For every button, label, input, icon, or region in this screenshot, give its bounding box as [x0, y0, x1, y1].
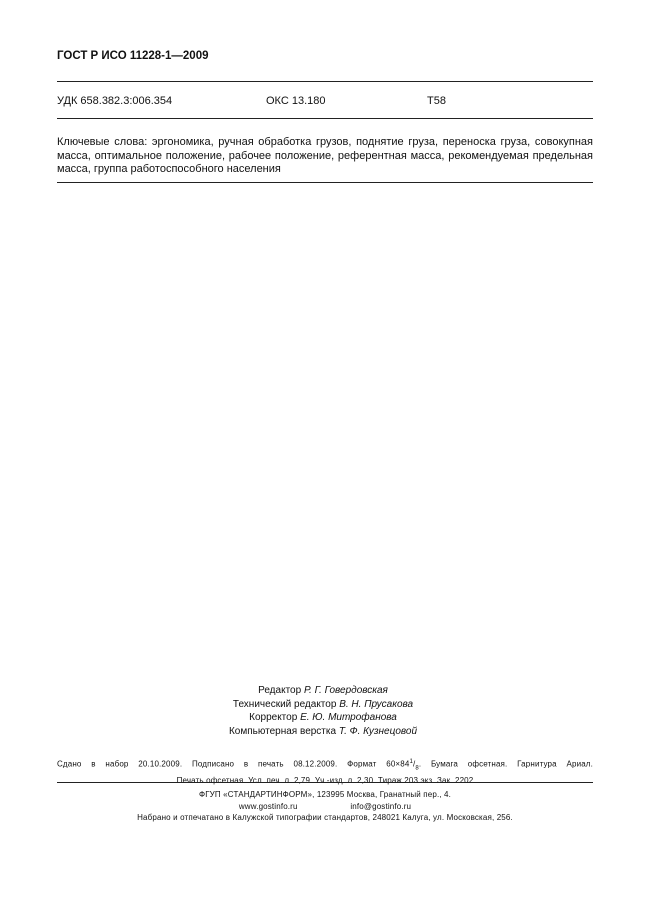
- printer-info: [57, 789, 593, 824]
- format-denominator: 8: [415, 765, 419, 772]
- format-numerator: 1: [409, 759, 413, 765]
- publication-paper-text: . Бумага офсетная. Гарнитура Ариал.: [418, 759, 593, 769]
- credit-tech-editor: [0, 698, 646, 712]
- credit-name: Е. Ю. Митрофанова: [300, 712, 397, 723]
- credit-editor: [0, 684, 646, 698]
- oks-code: ОКС 13.180: [266, 95, 326, 107]
- publication-line-2: Печать офсетная. Усл. печ. л. 2,79. Уч.-изд. л. 2,30. Тираж 203 экз. Зак. 2202: [176, 775, 474, 785]
- credit-role: Компьютерная верстка: [228, 725, 337, 737]
- classification-code: Т58: [427, 95, 446, 107]
- credit-name: Т. Ф. Кузнецовой: [338, 725, 418, 737]
- divider-top: [57, 81, 593, 82]
- printer-contacts: [57, 801, 593, 813]
- udk-code: УДК 658.382.3:006.354: [57, 95, 173, 107]
- divider-classification: [57, 118, 593, 119]
- credit-role: Редактор: [258, 685, 302, 696]
- credit-proofreader: [0, 711, 646, 725]
- credit-role: Корректор: [249, 712, 298, 723]
- publication-line-1: Сдано в набор 20.10.2009. Подписано в печать 08.12.2009. Формат $60\times 84^1/_8$. Бумага офсетная. Гарнитура Ариал.: [57, 759, 593, 772]
- credits-block: [0, 684, 646, 738]
- keywords-paragraph: Ключевые слова: эргономика, ручная обработка грузов, поднятие груза, переноска груза, совокупная масса, оптимальное положение, рабочее положение, референтная масса, рекомендуемая предельная масса, группа работоспособного населения: [57, 136, 593, 175]
- printer-address: ФГУП «СТАНДАРТИНФОРМ», 123995 Москва, Гранатный пер., 4.: [198, 790, 452, 799]
- printer-email[interactable]: info@gostinfo.ru: [350, 801, 412, 811]
- printer-printed-at: Набрано и отпечатано в Калужской типографии стандартов, 248021 Калуга, ул. Московская, 256.: [137, 813, 513, 822]
- credit-name: В. Н. Прусакова: [339, 698, 414, 710]
- credit-role: Технический редактор: [232, 698, 337, 710]
- standard-code: ГОСТ Р ИСО 11228-1—2009: [57, 50, 209, 62]
- divider-keywords: [57, 182, 593, 183]
- credit-layout: [0, 725, 646, 739]
- credit-name: Р. Г. Говердовская: [303, 685, 388, 696]
- publication-format-text: Сдано в набор 20.10.2009. Подписано в печать 08.12.2009. Формат 60×84: [57, 759, 410, 769]
- printer-website[interactable]: www.gostinfo.ru: [238, 801, 298, 811]
- divider-bottom: [57, 782, 593, 783]
